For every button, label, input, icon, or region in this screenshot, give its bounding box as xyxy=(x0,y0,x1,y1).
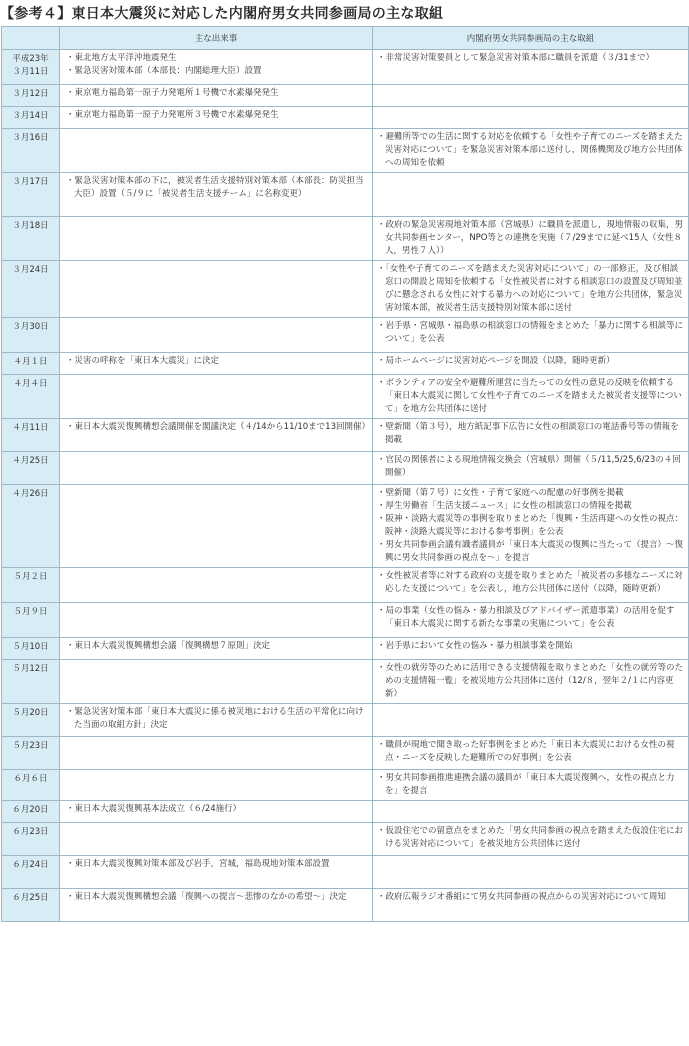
row-action xyxy=(373,353,689,375)
date-line: ４月１日 xyxy=(13,357,48,367)
date-line: ４月25日 xyxy=(12,456,49,466)
row-date xyxy=(2,261,60,318)
row-event xyxy=(60,638,373,660)
action-item: ・壁新聞（第３号），地方紙記事下広告に女性の相談窓口の電話番号等の情報を掲載 xyxy=(377,422,679,445)
table-row xyxy=(2,823,689,856)
row-action xyxy=(373,889,689,922)
row-date xyxy=(2,375,60,419)
table-row xyxy=(2,107,689,129)
table-row xyxy=(2,770,689,801)
row-action xyxy=(373,375,689,419)
action-item: ・岩手県・宮城県・福島県の相談窓口の情報をまとめた「暴力に関する相談等について」を公表 xyxy=(377,321,684,344)
date-line: ３月12日 xyxy=(12,89,49,99)
row-date xyxy=(2,856,60,889)
table-row xyxy=(2,129,689,173)
row-event xyxy=(60,50,373,85)
row-event xyxy=(60,353,373,375)
table-row xyxy=(2,173,689,217)
row-date xyxy=(2,889,60,922)
action-item: ・男女共同参画推進連携会議の議員が「東日本大震災復興へ，女性の視点と力を」を提言 xyxy=(377,773,675,796)
date-line: ３月24日 xyxy=(12,265,49,275)
date-line: ５月23日 xyxy=(12,741,49,751)
date-line: ６月25日 xyxy=(12,893,49,903)
action-item: ・官民の関係者による現地情報交換会（宮城県）開催（５/11,5/25,6/23の４回開催） xyxy=(377,455,681,478)
row-event xyxy=(60,318,373,353)
date-line: ３月17日 xyxy=(12,177,49,187)
row-date xyxy=(2,217,60,261)
row-action xyxy=(373,568,689,603)
event-item: ・東京電力福島第一原子力発電所１号機で水素爆発発生 xyxy=(66,88,279,98)
event-item: ・災害の呼称を「東日本大震災」に決定 xyxy=(66,356,220,366)
row-event xyxy=(60,452,373,485)
row-event xyxy=(60,737,373,770)
row-event xyxy=(60,801,373,823)
header-date xyxy=(2,27,60,50)
date-line: ５月20日 xyxy=(12,708,49,718)
event-item: ・緊急災害対策本部（本部長：内閣総理大臣）設置 xyxy=(66,66,262,76)
row-action xyxy=(373,737,689,770)
timeline-table xyxy=(1,26,689,922)
table-row xyxy=(2,452,689,485)
event-item: ・東日本大震災復興構想会議「復興への提言〜悲惨のなかの希望〜」決定 xyxy=(66,892,347,902)
action-item: ・厚生労働省「生活支援ニュース」に女性の相談窓口の情報を掲載 xyxy=(377,501,632,511)
row-event xyxy=(60,419,373,452)
event-item: ・緊急災害対策本部「東日本大震災に係る被災地における生活の平常化に向けた当面の取組方針」決定 xyxy=(66,707,364,730)
table-row xyxy=(2,353,689,375)
row-event xyxy=(60,603,373,638)
row-action xyxy=(373,261,689,318)
row-action xyxy=(373,770,689,801)
row-action xyxy=(373,107,689,129)
row-action xyxy=(373,704,689,737)
row-date xyxy=(2,173,60,217)
action-item: ・非常災害対策要員として緊急災害対策本部に職員を派遣（３/31まで） xyxy=(377,53,655,63)
row-date xyxy=(2,638,60,660)
action-item: ・職員が現地で聞き取った好事例をまとめた「東日本大震災における女性の視点・ニーズを反映した避難所での好事例」を公表 xyxy=(377,740,675,763)
table-row xyxy=(2,603,689,638)
action-item: ・ボランティアの安全や避難所運営に当たっての女性の意見の反映を依頼する「東日本大震災に関して女性や子育てのニーズを踏まえた被災者支援等について」を地方公共団体に送付 xyxy=(377,378,682,414)
action-item: ・避難所等での生活に関する対応を依頼する「女性や子育てのニーズを踏まえた災害対応について」を緊急災害対策本部に送付し，関係機関及び地方公共団体への周知を依頼 xyxy=(377,132,683,168)
date-line: ３月11日 xyxy=(12,67,49,77)
row-action xyxy=(373,85,689,107)
date-line: ５月12日 xyxy=(12,664,49,674)
date-line: ５月９日 xyxy=(13,607,48,617)
row-date xyxy=(2,50,60,85)
row-action xyxy=(373,638,689,660)
action-item: ・局の事業（女性の悩み・暴力相談及びアドバイザー派遣事業）の活用を促す「東日本大震災に関する新たな事業の実施について」を公表 xyxy=(377,606,675,629)
table-row xyxy=(2,856,689,889)
date-line: ３月14日 xyxy=(12,111,49,121)
row-event xyxy=(60,485,373,568)
row-action xyxy=(373,173,689,217)
date-line: ４月４日 xyxy=(13,379,48,389)
row-event xyxy=(60,85,373,107)
page-title: 【参考４】東日本大震災に対応した内閣府男女共同参画局の主な取組 xyxy=(0,6,444,22)
action-item: ・阪神・淡路大震災等の事例を取りまとめた「復興・生活再建への女性の視点：阪神・淡路大震災等における参考事例」を公表 xyxy=(377,514,684,537)
row-date xyxy=(2,603,60,638)
date-line: ３月30日 xyxy=(12,322,49,332)
header-actions: 内閣府男女共同参画局の主な取組 xyxy=(373,27,689,50)
row-date xyxy=(2,704,60,737)
action-item: ・壁新聞（第７号）に女性・子育て家庭への配慮の好事例を掲載 xyxy=(377,488,624,498)
date-line: 平成23年 xyxy=(12,54,49,64)
row-date xyxy=(2,452,60,485)
row-event xyxy=(60,889,373,922)
row-action xyxy=(373,452,689,485)
row-event xyxy=(60,261,373,318)
table-row xyxy=(2,737,689,770)
table-row xyxy=(2,50,689,85)
header-events: 主な出来事 xyxy=(60,27,373,50)
date-line: ３月18日 xyxy=(12,221,49,231)
table-body xyxy=(2,50,689,922)
row-event xyxy=(60,704,373,737)
date-line: ５月10日 xyxy=(12,642,49,652)
table-row xyxy=(2,261,689,318)
action-item: ・仮設住宅での留意点をまとめた「男女共同参画の視点を踏まえた仮設住宅における災害対応について」を被災地方公共団体に送付 xyxy=(377,826,684,849)
row-event xyxy=(60,129,373,173)
row-event xyxy=(60,107,373,129)
row-action xyxy=(373,217,689,261)
row-date xyxy=(2,318,60,353)
table-row xyxy=(2,660,689,704)
date-line: ４月11日 xyxy=(12,423,49,433)
row-action xyxy=(373,660,689,704)
row-date xyxy=(2,129,60,173)
table-row xyxy=(2,217,689,261)
row-action xyxy=(373,318,689,353)
action-item: ・岩手県において女性の悩み・暴力相談事業を開始 xyxy=(377,641,573,651)
table-row xyxy=(2,485,689,568)
date-line: ６月24日 xyxy=(12,860,49,870)
date-line: ５月２日 xyxy=(13,572,48,582)
action-item: ・「女性や子育てのニーズを踏まえた災害対応について」の一部修正，及び相談窓口の開設と周知を依頼する「女性被災者に対する相談窓口の設置及び周知並びに懸念される女性に対する暴力への対応について」を地方公共団体，緊急災害対策本部，被災者生活支援特別対策本部に送付 xyxy=(377,264,683,313)
action-item: ・政府広報ラジオ番組にて男女共同参画の視点からの災害対応について周知 xyxy=(377,892,666,902)
table-row xyxy=(2,568,689,603)
row-action xyxy=(373,603,689,638)
date-line: ６月23日 xyxy=(12,827,49,837)
event-item: ・東日本大震災復興基本法成立（６/24施行） xyxy=(66,804,242,814)
action-item: ・政府の緊急災害現地対策本部（宮城県）に職員を派遣し，現地情報の収集，男女共同参画センター，NPO等との連携を実施（７/29までに延べ15人（女性８人，男性７人）） xyxy=(377,220,684,256)
row-date xyxy=(2,823,60,856)
row-date xyxy=(2,660,60,704)
event-item: ・東日本大震災復興構想会議「復興構想７原則」決定 xyxy=(66,641,271,651)
row-action xyxy=(373,856,689,889)
event-item: ・東日本大震災復興対策本部及び岩手，宮城，福島現地対策本部設置 xyxy=(66,859,330,869)
row-event xyxy=(60,568,373,603)
action-item: ・女性被災者等に対する政府の支援を取りまとめた「被災者の多様なニーズに対応した支援について」を公表し，地方公共団体に送付（以降，随時更新） xyxy=(377,571,683,594)
table-row xyxy=(2,419,689,452)
row-action xyxy=(373,485,689,568)
row-event xyxy=(60,856,373,889)
row-event xyxy=(60,770,373,801)
date-line: ３月16日 xyxy=(12,133,49,143)
row-event xyxy=(60,217,373,261)
row-date xyxy=(2,801,60,823)
row-date xyxy=(2,353,60,375)
row-date xyxy=(2,419,60,452)
row-action xyxy=(373,419,689,452)
table-row xyxy=(2,638,689,660)
event-item: ・緊急災害対策本部の下に，被災者生活支援特別対策本部（本部長：防災担当大臣）設置（５/９に「被災者生活支援チーム」に名称変更） xyxy=(66,176,364,199)
date-line: ４月26日 xyxy=(12,489,49,499)
row-action xyxy=(373,823,689,856)
row-date xyxy=(2,107,60,129)
event-item: ・東京電力福島第一原子力発電所３号機で水素爆発発生 xyxy=(66,110,279,120)
action-item: ・局ホームページに災害対応ページを開設（以降，随時更新） xyxy=(377,356,615,366)
row-date xyxy=(2,770,60,801)
action-item: ・女性の就労等のために活用できる支援情報を取りまとめた「女性の就労等のための支援情報一覧」を被災地方公共団体に送付（12/８，翌年２/１に内容更新） xyxy=(377,663,684,699)
row-date xyxy=(2,85,60,107)
event-item: ・東日本大震災復興構想会議開催を閣議決定（４/14から11/10まで13回開催） xyxy=(66,422,370,432)
page-title-bar xyxy=(0,0,689,26)
row-event xyxy=(60,660,373,704)
row-event xyxy=(60,375,373,419)
table-row xyxy=(2,318,689,353)
row-action xyxy=(373,801,689,823)
table-row xyxy=(2,889,689,922)
row-action xyxy=(373,50,689,85)
row-date xyxy=(2,737,60,770)
row-event xyxy=(60,823,373,856)
table-row xyxy=(2,801,689,823)
row-date xyxy=(2,485,60,568)
date-line: ６月６日 xyxy=(13,774,48,784)
event-item: ・東北地方太平洋沖地震発生 xyxy=(66,53,177,63)
row-date xyxy=(2,568,60,603)
table-row xyxy=(2,375,689,419)
table-row xyxy=(2,85,689,107)
table-header-row xyxy=(2,27,689,50)
row-event xyxy=(60,173,373,217)
action-item: ・男女共同参画会議有識者議員が「東日本大震災の復興に当たって（提言）〜復興に男女共同参画の視点を〜」を提言 xyxy=(377,540,684,563)
table-row xyxy=(2,704,689,737)
date-line: ６月20日 xyxy=(12,805,49,815)
row-action xyxy=(373,129,689,173)
